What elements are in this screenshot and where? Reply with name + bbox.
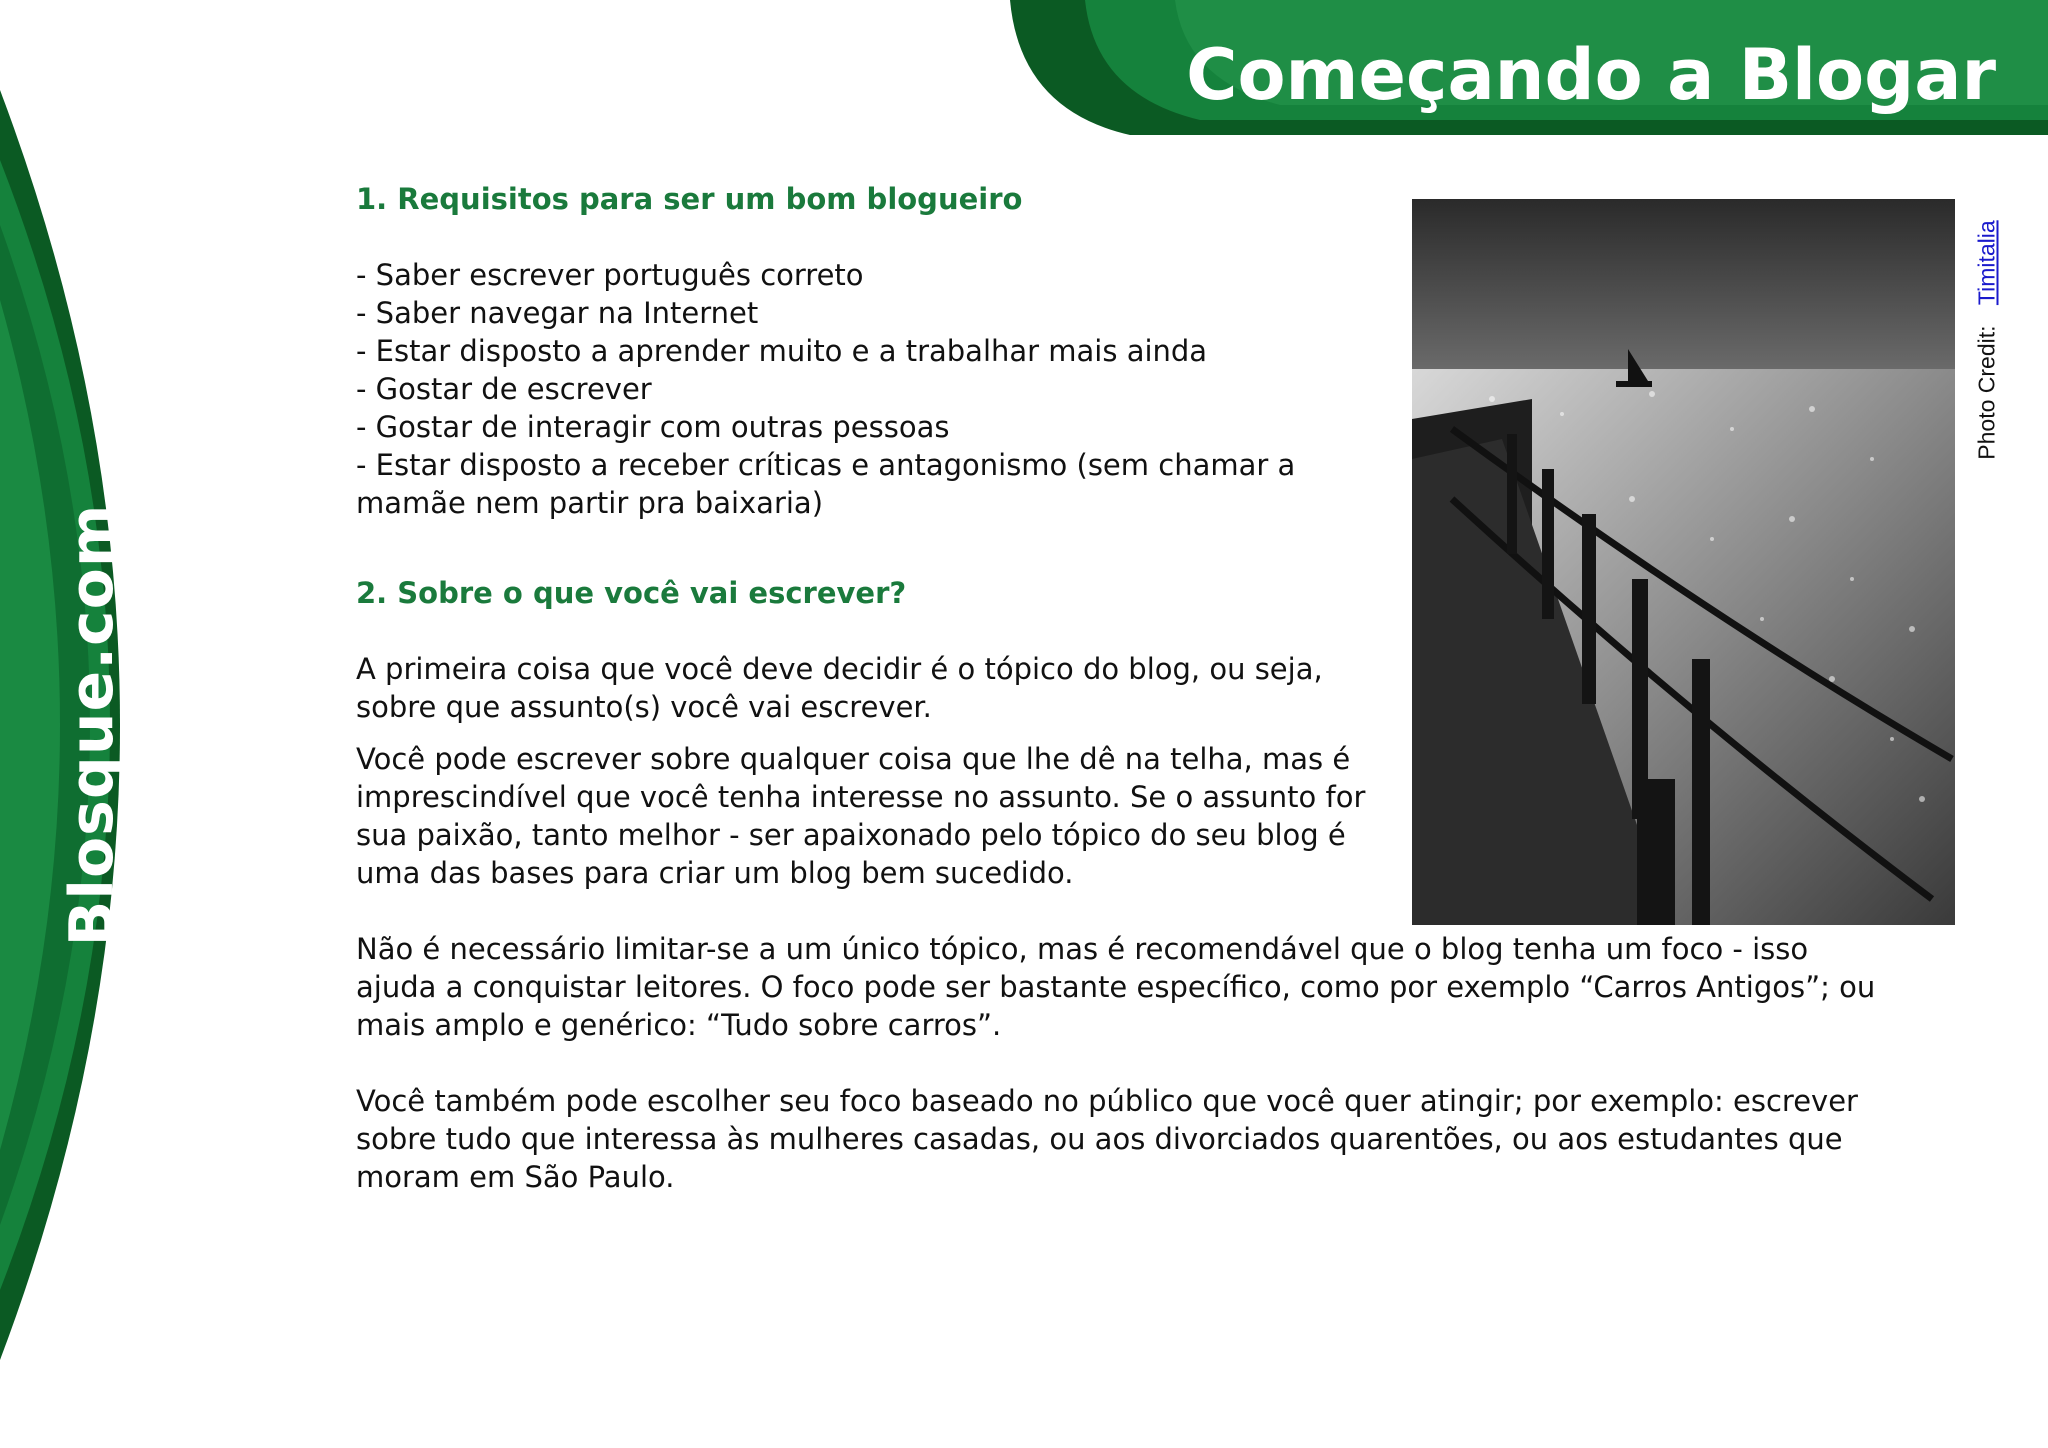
paragraph: A primeira coisa que você deve decidir é o tópico do blog, ou seja, sobre que assunto(s) você vai escrever. [356,652,1323,724]
list-item: - Gostar de escrever [356,372,652,406]
requirements-list [356,256,1376,522]
list-item: - Gostar de interagir com outras pessoas [356,410,950,444]
photo-credit-label: Photo Credit: [1973,325,2000,460]
list-item: - Estar disposto a aprender muito e a trabalhar mais ainda [356,334,1208,368]
paragraph: Você também pode escolher seu foco baseado no público que você quer atingir; por exemplo: escrever sobre tudo que interessa às mulheres casadas, ou aos divorciados quarentões, ou aos estudantes que moram em São Paulo. [356,1084,1858,1194]
photo-credit-link[interactable]: Timitalia [1973,220,2000,306]
section-2-heading: 2. Sobre o que você vai escrever? [356,576,907,610]
section-1-heading: 1. Requisitos para ser um bom blogueiro [356,182,1023,216]
paragraph: Não é necessário limitar-se a um único tópico, mas é recomendável que o blog tenha um foco - isso ajuda a conquistar leitores. O foco pode ser bastante específico, como por exemplo “Carros Antigos”; ou mais amplo e genérico: “Tudo sobre carros”. [356,932,1876,1042]
list-item: - Saber escrever português correto [356,258,864,292]
pier-photo [1412,199,1955,925]
page-title: Começando a Blogar [1186,34,1996,116]
brand-logo-text: Blosque.com [57,503,127,947]
paragraph: Você pode escrever sobre qualquer coisa que lhe dê na telha, mas é imprescindível que você tenha interesse no assunto. Se o assunto for sua paixão, tanto melhor - ser apaixonado pelo tópico do seu blog é uma das bases para criar um blog bem sucedido. [356,742,1366,890]
list-item: - Estar disposto a receber críticas e antagonismo (sem chamar a mamãe nem partir pra baixaria) [356,448,1296,520]
photo-credit [1974,220,2001,459]
section-requisitos [356,180,1376,892]
list-item: - Saber navegar na Internet [356,296,759,330]
